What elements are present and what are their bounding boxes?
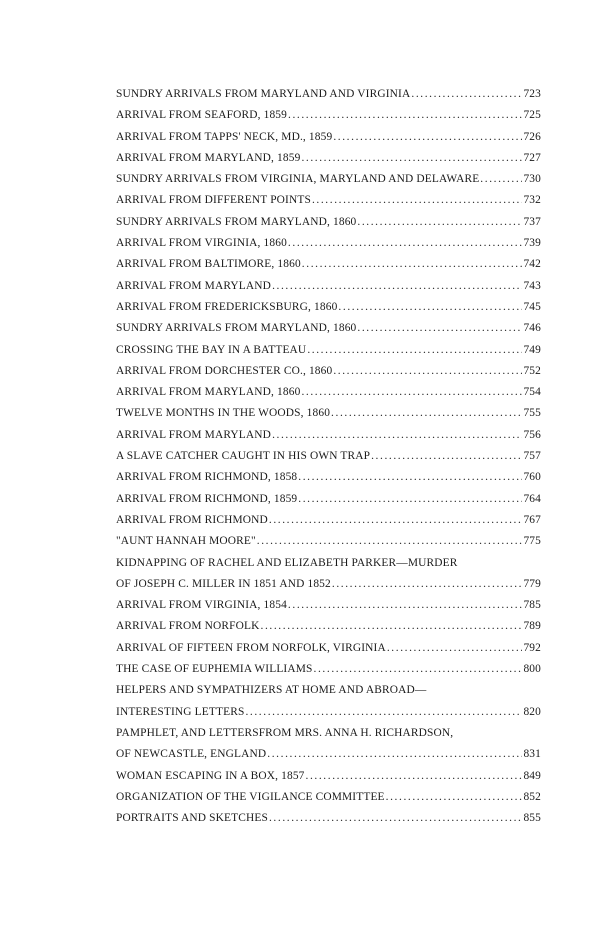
toc-entry-title: PORTRAITS AND SKETCHES [116,812,268,825]
toc-entry [116,770,541,791]
toc-entry-page-number: 831 [523,748,541,761]
toc-entry-title: "AUNT HANNAH MOORE" [116,535,256,548]
dot-leader [331,407,522,419]
toc-entry-page-number: 743 [523,279,541,292]
dot-leader [272,280,522,292]
toc-entry-title: ARRIVAL FROM VIRGINIA, 1854 [116,599,287,612]
toc-entry-title: ARRIVAL FROM VIRGINIA, 1860 [116,237,287,250]
toc-entry-page-number: 730 [523,173,541,186]
toc-entry-page-number: 742 [523,258,541,271]
toc-entry-page-number: 792 [523,641,541,654]
toc-entry-page-number: 723 [523,88,541,100]
toc-entry [116,344,541,365]
toc-entry-page-number: 726 [523,130,541,143]
dot-leader [387,642,523,654]
toc-entry [116,109,541,130]
toc-entry-page-number: 800 [523,663,541,676]
toc-entry [116,791,541,812]
toc-entry-page-number: 849 [523,769,541,782]
dot-leader [269,514,523,526]
dot-leader [306,770,523,782]
toc-entry [116,514,541,535]
dot-leader [357,216,522,228]
dot-leader [298,493,522,505]
dot-leader [480,173,522,185]
dot-leader [269,812,522,824]
dot-leader [261,620,523,632]
dot-leader [386,791,523,803]
toc-entry-title: ARRIVAL FROM NORFOLK [116,620,260,633]
table-of-contents [116,88,541,833]
toc-entry-title: SUNDRY ARRIVALS FROM VIRGINIA, MARYLAND AND DELAWARE [116,173,480,186]
toc-entry [116,578,541,599]
toc-entry-title: ARRIVAL FROM DORCHESTER CO., 1860 [116,364,333,377]
toc-entry-title: SUNDRY ARRIVALS FROM MARYLAND, 1860 [116,215,357,228]
dot-leader [245,706,522,718]
toc-entry-title: ARRIVAL FROM MARYLAND [116,428,272,441]
toc-entry-page-number: 745 [523,300,541,313]
toc-entry [116,471,541,492]
toc-entry [116,557,541,578]
toc-entry-title: ARRIVAL FROM SEAFORD, 1859 [116,109,287,122]
toc-entry [116,748,541,769]
toc-entry-page-number: 754 [523,386,541,399]
toc-entry-title: INTERESTING LETTERS [116,705,245,718]
toc-entry [116,173,541,194]
toc-entry-title: SUNDRY ARRIVALS FROM MARYLAND AND VIRGINIA [116,88,411,100]
toc-entry-page-number: 779 [523,577,541,590]
toc-entry-title: ARRIVAL OF FIFTEEN FROM NORFOLK, VIRGINIA [116,641,386,654]
toc-entry [116,131,541,152]
toc-entry-page-number: 739 [523,237,541,250]
toc-entry-page-number: 789 [523,620,541,633]
toc-entry [116,152,541,173]
toc-entry-title: ARRIVAL FROM RICHMOND [116,513,268,526]
dot-leader [312,194,522,206]
toc-entry [116,727,541,748]
toc-entry [116,322,541,343]
toc-entry-page-number: 756 [523,428,541,441]
toc-entry-page-number: 737 [523,215,541,228]
toc-entry-title: OF JOSEPH C. MILLER IN 1851 AND 1852 [116,577,331,590]
toc-entry-title: ARRIVAL FROM BALTIMORE, 1860 [116,258,301,271]
toc-entry [116,386,541,407]
toc-entry-page-number: 725 [523,109,541,122]
dot-leader [333,365,522,377]
toc-entry-title: CROSSING THE BAY IN A BATTEAU [116,343,307,356]
toc-entry-page-number: 757 [523,450,541,463]
toc-entry-page-number: 775 [523,535,541,548]
dot-leader [288,109,522,121]
dot-leader [288,599,523,611]
dot-leader [298,471,522,483]
toc-entry-page-number: 785 [523,599,541,612]
toc-entry-title: THE CASE OF EUPHEMIA WILLIAMS [116,663,313,676]
dot-leader [302,258,523,270]
toc-entry [116,365,541,386]
toc-entry-title: ARRIVAL FROM FREDERICKSBURG, 1860 [116,300,338,313]
dot-leader [357,322,522,334]
toc-entry [116,642,541,663]
dot-leader [411,88,522,100]
toc-entry-title: ARRIVAL FROM RICHMOND, 1858 [116,471,298,484]
toc-entry-page-number: 727 [523,151,541,164]
toc-entry-title: PAMPHLET, AND LETTERSFROM MRS. ANNA H. RICHARDSON, [116,726,454,739]
toc-entry [116,216,541,237]
toc-entry-title: ARRIVAL FROM MARYLAND, 1859 [116,151,301,164]
toc-entry-title: A SLAVE CATCHER CAUGHT IN HIS OWN TRAP [116,450,371,463]
toc-entry-title: ARRIVAL FROM MARYLAND, 1860 [116,386,301,399]
toc-entry-title: HELPERS AND SYMPATHIZERS AT HOME AND ABROAD— [116,684,427,697]
dot-leader [288,237,523,249]
toc-entry-page-number: 820 [523,705,541,718]
toc-entry-page-number: 852 [523,790,541,803]
toc-entry-title: ARRIVAL FROM DIFFERENT POINTS [116,194,311,207]
toc-entry [116,535,541,556]
dot-leader [332,578,523,590]
toc-entry-title: WOMAN ESCAPING IN A BOX, 1857 [116,769,305,782]
toc-entry [116,684,541,705]
dot-leader [257,535,523,547]
toc-entry [116,407,541,428]
toc-entry-page-number: 732 [523,194,541,207]
toc-entry [116,258,541,279]
toc-entry [116,280,541,301]
toc-entry [116,301,541,322]
dot-leader [301,152,522,164]
toc-entry [116,620,541,641]
toc-entry [116,194,541,215]
toc-entry-title: SUNDRY ARRIVALS FROM MARYLAND, 1860 [116,322,357,335]
toc-entry [116,493,541,514]
toc-entry-page-number: 767 [523,513,541,526]
dot-leader [314,663,523,675]
toc-entry [116,237,541,258]
toc-entry [116,706,541,727]
dot-leader [267,748,522,760]
toc-entry-title: ARRIVAL FROM TAPPS' NECK, MD., 1859 [116,130,333,143]
dot-leader [371,450,522,462]
toc-entry-title: TWELVE MONTHS IN THE WOODS, 1860 [116,407,331,420]
toc-entry-title: ORGANIZATION OF THE VIGILANCE COMMITTEE [116,790,385,803]
toc-entry [116,429,541,450]
toc-entry-title: ARRIVAL FROM RICHMOND, 1859 [116,492,298,505]
dot-leader [338,301,522,313]
dot-leader [301,386,522,398]
toc-entry [116,812,541,833]
toc-entry-page-number: 749 [523,343,541,356]
toc-entry [116,450,541,471]
dot-leader [272,429,522,441]
toc-entry-title: KIDNAPPING OF RACHEL AND ELIZABETH PARKER—MURDER [116,556,458,569]
toc-entry-page-number: 764 [523,492,541,505]
toc-entry-page-number: 755 [523,407,541,420]
toc-entry-title: ARRIVAL FROM MARYLAND [116,279,272,292]
dot-leader [333,131,522,143]
dot-leader [307,344,522,356]
toc-entry-page-number: 855 [523,812,541,825]
toc-entry-title: OF NEWCASTLE, ENGLAND [116,748,267,761]
toc-entry-page-number: 760 [523,471,541,484]
toc-entry-page-number: 752 [523,364,541,377]
toc-entry [116,663,541,684]
toc-entry [116,88,541,109]
toc-entry [116,599,541,620]
toc-entry-page-number: 746 [523,322,541,335]
